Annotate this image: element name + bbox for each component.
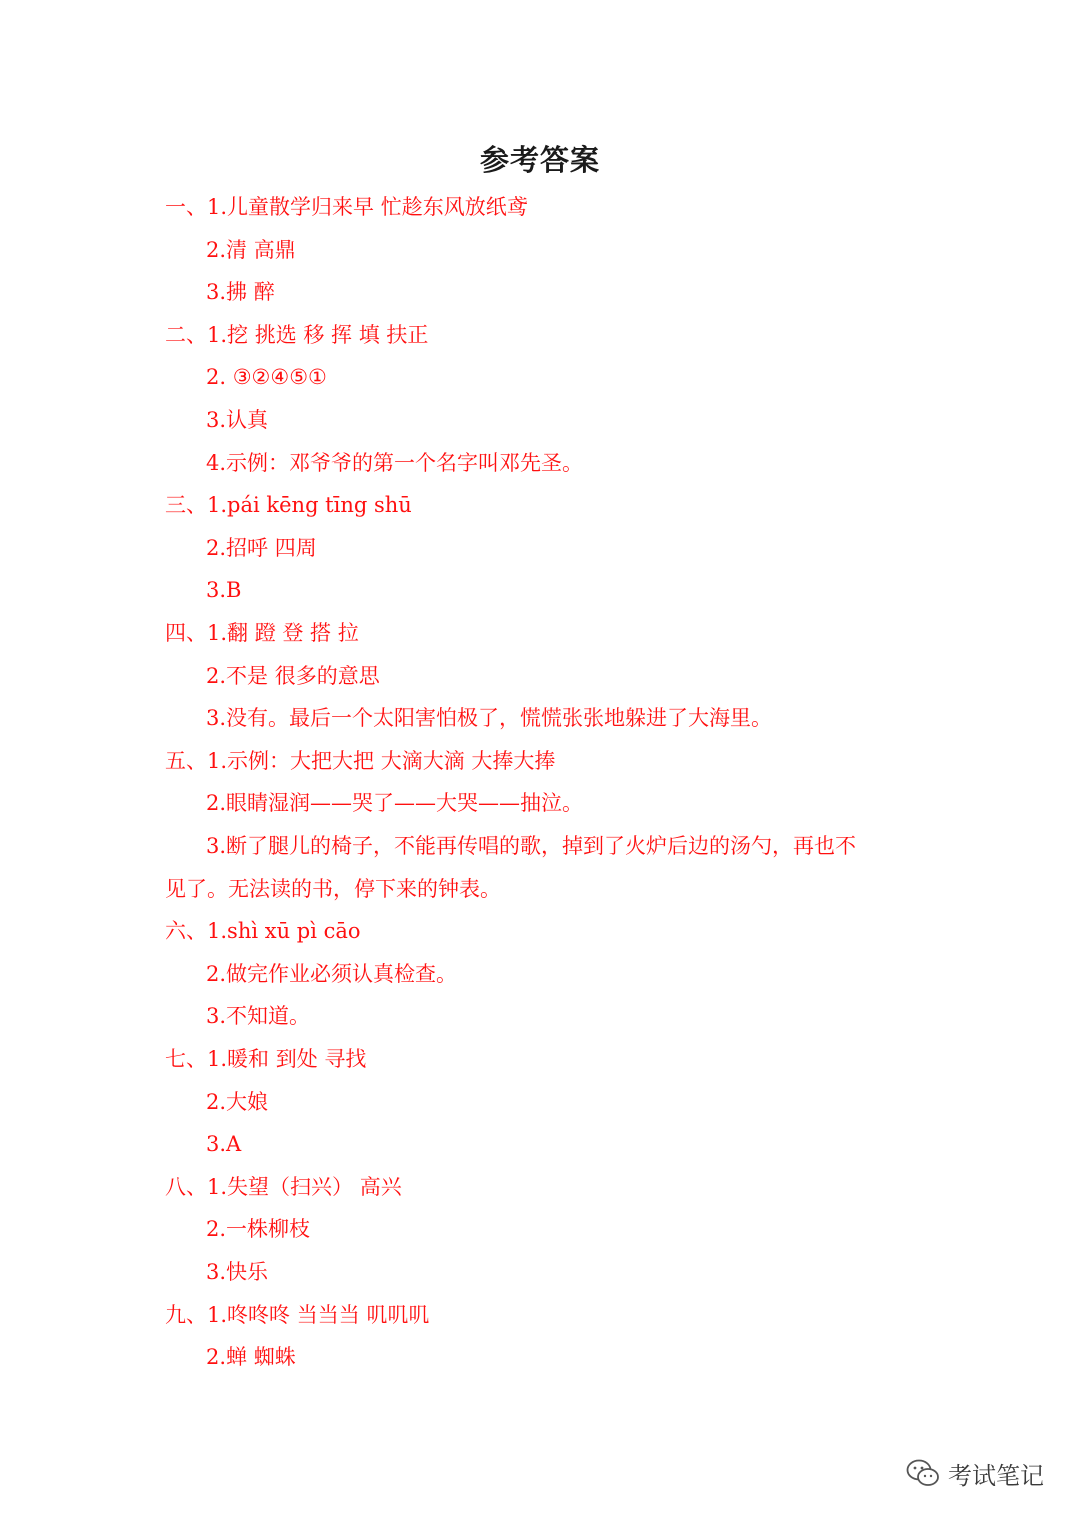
answer-line: 3.B: [206, 578, 242, 603]
answer-line: 见了。无法读的书，停下来的钟表。: [165, 876, 501, 901]
answer-line: 九、1.咚咚咚 当当当 叽叽叽: [165, 1302, 430, 1327]
answer-line: 3.不知道。: [206, 1004, 311, 1029]
answer-line: 2. ③②④⑤①: [206, 365, 327, 390]
answer-line: 三、1.pái kēng tīng shū: [165, 493, 412, 518]
wechat-icon: [906, 1458, 940, 1488]
answer-line: 四、1.翻 蹬 登 搭 拉: [165, 621, 359, 645]
answer-line: 2.不是 很多的意思: [206, 663, 380, 688]
answer-line: 4.示例：邓爷爷的第一个名字叫邓先圣。: [206, 450, 584, 475]
answer-line: 2.大娘: [206, 1089, 269, 1114]
answer-line: 2.蝉 蜘蛛: [206, 1345, 296, 1370]
answer-line: 八、1.失望（扫兴） 高兴: [165, 1174, 402, 1199]
answer-line: 七、1.暖和 到处 寻找: [165, 1047, 367, 1071]
page-title: 参考答案: [479, 143, 600, 177]
watermark: [906, 1453, 1044, 1493]
answer-line: 3.认真: [206, 408, 269, 432]
answer-line: 五、1.示例：大把大把 大滴大滴 大捧大捧: [165, 748, 556, 773]
answer-line: 3.没有。最后一个太阳害怕极了，慌慌张张地躲进了大海里。: [206, 706, 773, 731]
answer-line: 2.一株柳枝: [206, 1217, 311, 1242]
answer-line: 二、1.挖 挑选 移 挥 填 扶正: [165, 322, 429, 347]
answer-line: 3.断了腿儿的椅子，不能再传唱的歌，掉到了火炉后边的汤勺，再也不: [206, 834, 857, 858]
answer-line: 2.眼睛湿润——哭了——大哭——抽泣。: [206, 791, 584, 816]
answer-line: 六、1.shì xū pì cāo: [165, 919, 361, 944]
answer-line: 一、1.儿童散学归来早 忙趁东风放纸鸢: [165, 195, 528, 219]
answer-line: 2.清 高鼎: [206, 237, 296, 262]
answer-line: 3.拂 醉: [206, 280, 275, 305]
watermark-text: 考试笔记: [948, 1461, 1044, 1490]
answer-line: 2.做完作业必须认真检查。: [206, 961, 458, 986]
answer-line: 2.招呼 四周: [206, 535, 317, 560]
answer-line: 3.快乐: [206, 1260, 269, 1284]
answer-line: 3.A: [206, 1132, 242, 1157]
